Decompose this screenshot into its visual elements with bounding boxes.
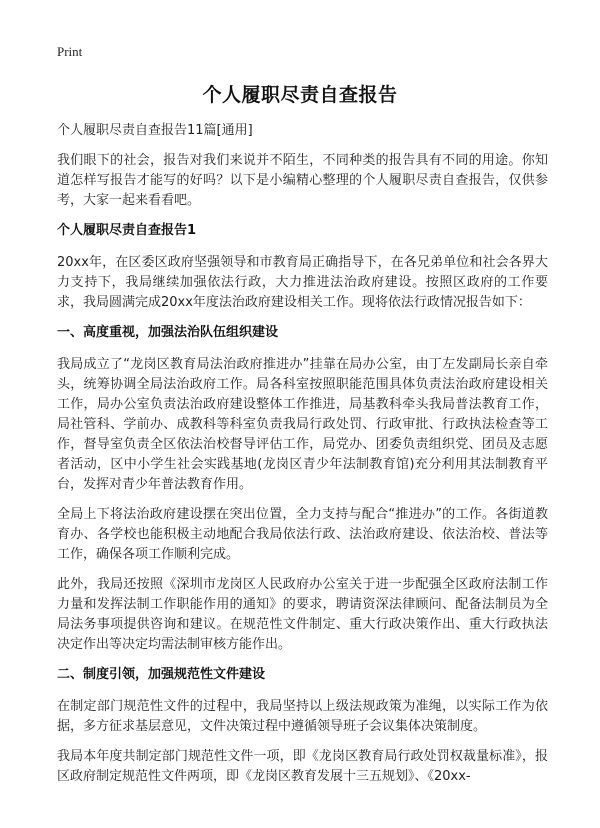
section1-heading: 一、高度重视，加强法治队伍组织建设	[57, 325, 279, 340]
report-intro-paragraph: 20xx年，在区委区政府坚强领导和市教育局正确指导下，在各兄弟单位和社会各界大力支持下，我局继续加强依法行政，大力推进法治政府建设。按照区政府的工作要求，我局圆满完成20xx年度法治政府建设相关工作。现将依法行政情况报告如下：	[57, 255, 548, 310]
section1-paragraph-2: 全局上下将法治政府建设摆在突出位置，全力支持与配合“推进办”的工作。各街道教育办、各学校也能积极主动地配合我局依法行政、法治政府建设、依法治校、普法等工作，确保各项工作顺利完成。	[57, 507, 548, 562]
section2-heading: 二、制度引领，加强规范性文件建设	[57, 667, 266, 682]
document-title: 个人履职尽责自查报告	[202, 84, 398, 106]
document-subtitle: 个人履职尽责自查报告11篇[通用]	[57, 123, 253, 138]
section1-paragraph-3: 此外，我局还按照《深圳市龙岗区人民政府办公室关于进一步配强全区政府法制工作力量和发挥法制工作职能作用的通知》的要求，聘请资深法律顾问、配备法制员为全局法务事项提供咨询和建议。在规范性文件制定、重大行政决策作出、重大行政执法决定作出等决定均需法制审核方能作出。	[57, 577, 548, 652]
intro-paragraph: 我们眼下的社会，报告对我们来说并不陌生，不同种类的报告具有不同的用途。你知道怎样写报告才能写的好吗？以下是小编精心整理的个人履职尽责自查报告，仅供参考，大家一起来看看吧。	[57, 153, 548, 208]
report-heading: 个人履职尽责自查报告1	[57, 223, 197, 238]
section2-paragraph-2: 我局本年度共制定部门规范性文件一项，即《龙岗区教育局行政处罚权裁量标准》，报区政府制定规范性文件两项，即《龙岗区教育发展十三五规划》、《20xx-	[57, 749, 548, 784]
document-body	[57, 121, 548, 797]
print-label[interactable]: Print	[57, 44, 83, 59]
section2-paragraph-1: 在制定部门规范性文件的过程中，我局坚持以上级法规政策为准绳，以实际工作为依据，多方征求基层意见，文件决策过程中遵循领导班子会议集体决策制度。	[57, 699, 548, 734]
section1-paragraph-1: 我局成立了“龙岗区教育局法治政府推进办”挂靠在局办公室，由丁左发副局长亲自牵头，统筹协调全局法治政府工作。局各科室按照职能范围具体负责法治政府建设相关工作，局办公室负责法治政府建设整体工作推进，局基教科牵头我局普法教育工作，局社管科、学前办、成教科等科室负责我局行政处罚、行政审批、行政执法检查等工作，督导室负责全区依法治校督导评估工作，局党办、团委负责组织党、团员及志愿者活动，区中小学生社会实践基地(龙岗区青少年法制教育馆)充分利用其法制教育平台，发挥对青少年普法教育作用。	[57, 357, 548, 492]
